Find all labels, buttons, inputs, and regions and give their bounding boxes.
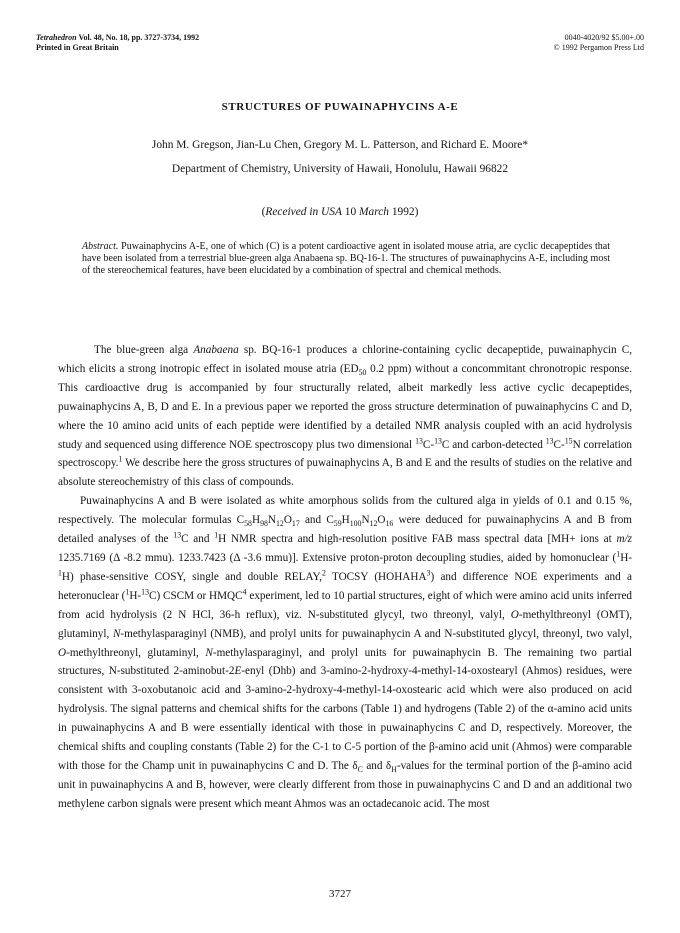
text-run: ) and difference NOE experiments and a heteronuclear ( xyxy=(58,570,632,602)
journal-name: Tetrahedron xyxy=(36,33,77,42)
text-run: experiment, led to 10 partial structures, eight of which were amino acid units inferred from acid hydrolysis (2 N HCl, 36-h reflux), viz. N-substituted glycyl, two threonyl, valyl, xyxy=(58,589,633,621)
reference-marker: 1 xyxy=(118,454,123,464)
superscript: 13 xyxy=(545,435,554,445)
text-run: and C xyxy=(304,514,334,527)
text-run: C and carbon-detected xyxy=(441,438,543,451)
superscript: 15 xyxy=(564,435,573,445)
text-run: The blue-green alga xyxy=(94,344,189,356)
article-authors: John M. Gregson, Jian-Lu Chen, Gregory M. L. Patterson, and Richard E. Moore* xyxy=(151,139,529,151)
text-run: H xyxy=(341,514,350,527)
subscript: 16 xyxy=(385,519,394,529)
subscript: 17 xyxy=(291,519,300,529)
text-run: H- xyxy=(129,589,142,602)
text-run: O xyxy=(377,514,386,527)
italic-run: m/z xyxy=(616,533,633,546)
article-code: 0040-4020/92 $5.00+.00 xyxy=(564,33,644,42)
abstract xyxy=(82,241,610,276)
text-run: and δ xyxy=(366,759,392,772)
superscript: 1 xyxy=(58,568,62,578)
subscript: 100 xyxy=(349,519,362,529)
text-run: -methylasparaginyl (NMB), and prolyl units for puwainaphycin A and N-substituted glycyl, threonyl, two valyl, xyxy=(120,627,633,640)
text-run: C) CSCM or HMQC xyxy=(148,589,243,602)
journal-header-left xyxy=(36,33,199,53)
text-run: H) phase-sensitive COSY, single and double RELAY, xyxy=(61,570,322,583)
text-run: H xyxy=(251,514,261,527)
journal-citation xyxy=(36,33,199,43)
superscript: 13 xyxy=(173,530,182,540)
abstract-text: Puwainaphycins A-E, one of which (C) is a potent cardioactive agent in isolated mouse atria, are cyclic decapeptides that have been isolated from a terrestrial blue-green alga Anabaena sp. BQ-16-1. The structures of puwainaphycins A-E, including most of the stereochemical features, have been elucidated by a combination of spectral and chemical methods. xyxy=(82,241,611,276)
received-date: (Received in USA 10 March 1992) xyxy=(261,206,419,218)
text-run: -values for the terminal portion of the β-amino acid unit in puwainaphycins A and B, however, were clearly different from those in puwainaphycins C and D and an additional two methylene carbon signals were present which meant Ahmos was an octadecanoic acid. The most xyxy=(58,759,633,810)
superscript: 1 xyxy=(214,530,219,540)
subscript: 50 xyxy=(358,368,367,378)
body-paragraph-1 xyxy=(58,341,632,492)
text-run: Puwainaphycins A and B were isolated as white amorphous solids from the cultured alga in yields of 0.1 and 0.15 %, respectively. The molecular formulas C xyxy=(58,495,632,527)
received-month: March xyxy=(359,206,389,218)
text-run: -methylthreonyl, glutaminyl, xyxy=(66,646,199,659)
text-run: H NMR spectra and high-resolution positive FAB mass spectral data [MH+ ions at xyxy=(218,533,612,546)
subscript: 12 xyxy=(369,519,378,529)
subscript: C xyxy=(357,765,363,775)
text-run: N xyxy=(361,514,370,527)
text-run: We describe here the gross structures of puwainaphycins A, B and E and the results of studies on the relative and absolute stereochemistry of this class of compounds. xyxy=(58,457,632,489)
subscript: H xyxy=(391,765,397,775)
received-label: Received in USA xyxy=(265,206,342,218)
text-run: -methylasparaginyl, and prolyl units for puwainaphycin B. The remaining two partial structures, N-substituted 2-aminobut-2 xyxy=(58,646,632,678)
subscript: 12 xyxy=(275,519,284,529)
text-run: N correlation spectroscopy. xyxy=(58,438,633,470)
subscript: 98 xyxy=(260,519,268,529)
italic-run: O xyxy=(58,646,67,659)
text-run: -methylthreonyl (OMT), glutaminyl, xyxy=(58,608,633,640)
text-run: -enyl (Dhb) and 3-amino-2-hydroxy-4-methyl-14-oxostearyl (Ahmos) residues, were consistent with 3-oxobutanoic acid and 3-amino-2-hydroxy-4-methyl-14-oxostearic acid which were also produced on acid hydrolysis. The signal patterns and chemical shifts for the carbons (Table 1) and hydrogens (Table 2) of the α-amino acid units in puwainaphycins A and B were essentially identical with those in puwainaphycins C and D, respectively. Moreover, the chemical shifts and coupling constants (Table 2) for the C-1 to C-5 portion of the β-amino acid unit (Ahmos) were comparable with those for the Champ unit in puwainaphycins C and D. The δ xyxy=(58,665,632,772)
text-run: 1235.7169 (Δ -8.2 mmu). 1233.7423 (Δ -3.6 mmu)]. Extensive proton-proton decoupling studies, aided by homonuclear ( xyxy=(58,551,617,564)
text-run: C- xyxy=(422,438,435,451)
text-run: sp. BQ-16-1 produces a chlorine-containing cyclic decapeptide, puwainaphycin C, which elicits a strong inotropic effect in isolated mouse atria (ED xyxy=(58,344,633,375)
genus-name: Anabaena xyxy=(193,344,239,356)
text-run: H- xyxy=(620,551,632,564)
text-run: C- xyxy=(553,438,565,451)
superscript: 13 xyxy=(415,435,423,445)
superscript: 13 xyxy=(434,435,442,445)
printed-location: Printed in Great Britain xyxy=(36,43,119,52)
text-run: O xyxy=(283,514,292,527)
superscript: 1 xyxy=(616,549,621,559)
italic-run: N xyxy=(112,627,121,640)
article-title: STRUCTURES OF PUWAINAPHYCINS A-E xyxy=(221,101,459,113)
received-year: 1992 xyxy=(391,206,415,218)
author-affiliation: Department of Chemistry, University of Hawaii, Honolulu, Hawaii 96822 xyxy=(171,163,509,175)
abstract-label: Abstract. xyxy=(82,241,119,252)
text-run: TOCSY (HOHAHA xyxy=(331,570,427,583)
subscript: 58 xyxy=(244,519,252,529)
journal-header-right xyxy=(554,33,644,53)
reference-marker: 3 xyxy=(426,568,431,578)
italic-run: O xyxy=(510,608,519,621)
copyright-notice: © 1992 Pergamon Press Ltd xyxy=(553,43,644,52)
superscript: 1 xyxy=(125,587,130,597)
article-body xyxy=(58,341,632,814)
text-run: were deduced for puwainaphycins A and B from detailed analyses of the xyxy=(58,514,632,546)
italic-run: N xyxy=(205,646,213,659)
reference-marker: 4 xyxy=(242,587,247,597)
body-paragraph-2 xyxy=(58,492,632,813)
journal-volume-info: Vol. 48, No. 18, pp. 3727-3734, 1992 xyxy=(78,33,200,42)
superscript: 13 xyxy=(141,587,149,597)
received-day: 10 xyxy=(344,206,357,218)
text-run: 0.2 ppm) without a concommitant chronotropic response. This cardioactive drug is accompanied by four structurally related, albeit markedly less active cyclic decapeptides, puwainaphycins A, B, D and E. In a previous paper we reported the gross structure determination of puwainaphycins C and D, where the 10 amino acid units of each peptide were identified by a detailed NMR analysis coupled with an acid hydrolysis study and sequenced using difference NOE spectroscopy plus two dimensional xyxy=(58,362,633,451)
subscript: 59 xyxy=(333,519,342,529)
reference-marker: 2 xyxy=(321,568,326,578)
italic-run: E xyxy=(234,665,242,678)
text-run: C and xyxy=(181,533,210,546)
page-number: 3727 xyxy=(329,888,351,900)
text-run: N xyxy=(267,514,276,527)
